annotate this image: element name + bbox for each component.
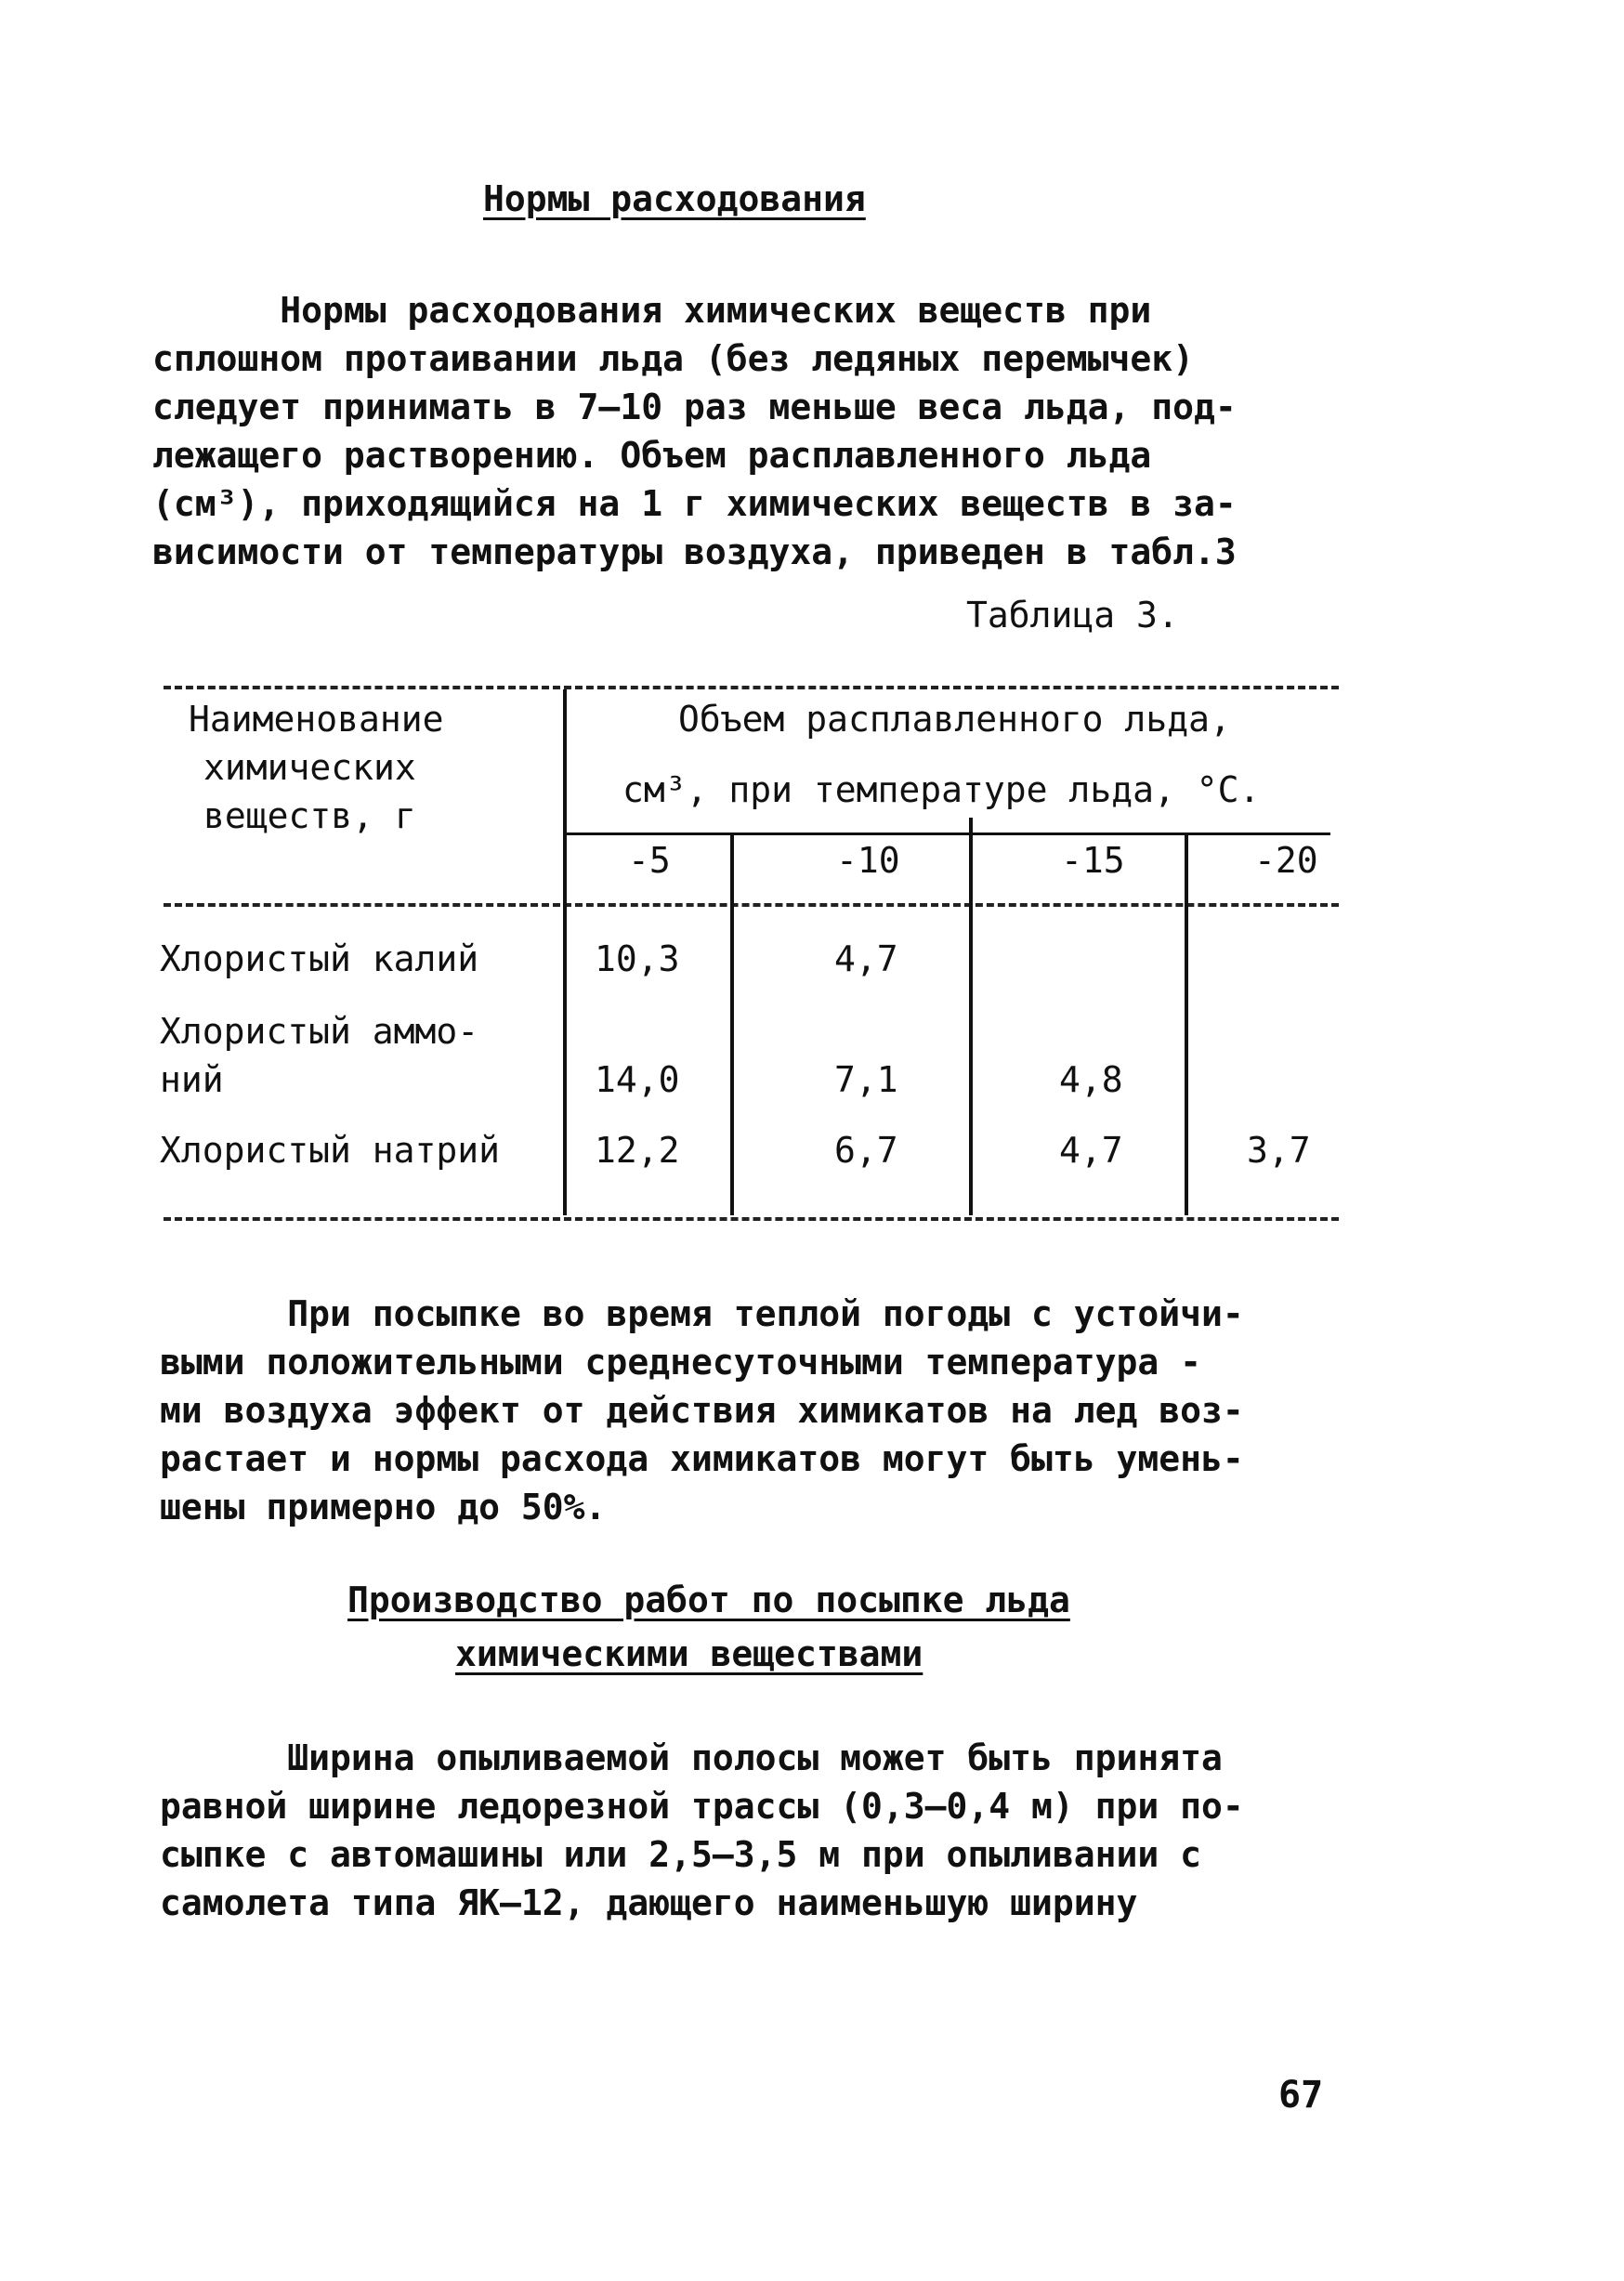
table-divider (730, 834, 734, 1215)
text-line: лежащего растворению. Объем расплавленного льда (152, 435, 1152, 476)
table-divider (969, 818, 973, 1215)
text-line: самолета типа ЯК–12, дающего наименьшую ширину (160, 1882, 1138, 1923)
table-divider (1185, 834, 1188, 1215)
table-caption: Таблица 3. (966, 595, 1179, 636)
text-line: сыпке с автомашины или 2,5–3,5 м при опыливании с (160, 1834, 1202, 1875)
table-divider (563, 689, 567, 1215)
text-line: шены примерно до 50%. (160, 1487, 607, 1527)
volume-header-line: см³, при температуре льда, °С. (622, 769, 1261, 810)
row-name: ний (160, 1059, 224, 1100)
row-value: 3,7 (1247, 1130, 1311, 1171)
text-line: равной ширине ледорезной трассы (0,3–0,4 м) при по- (160, 1786, 1244, 1827)
row-value: 10,3 (595, 938, 680, 979)
name-column-header (189, 695, 444, 840)
table-top-rule (164, 686, 1339, 689)
text-line: ми воздуха эффект от действия химикатов на лед воз- (160, 1390, 1244, 1431)
text-line: Нормы расходования химических веществ при (152, 290, 1152, 331)
row-value: 6,7 (834, 1130, 898, 1171)
row-value: 12,2 (595, 1130, 680, 1171)
text-line: растает и нормы расхода химикатов могут быть умень- (160, 1438, 1244, 1479)
header-line: Наименование (189, 699, 444, 740)
header-line: веществ, г (203, 795, 416, 836)
text-line: выми положительными среднесуточными температура - (160, 1342, 1202, 1383)
table-header-rule (164, 903, 1339, 907)
temperature-header: -10 (836, 840, 900, 881)
temperature-header-rule (567, 832, 1330, 835)
row-value: 4,7 (834, 938, 898, 979)
row-value: 4,8 (1059, 1059, 1123, 1100)
text-line: Ширина опыливаемой полосы может быть принята (160, 1737, 1223, 1778)
text-line: висимости от температуры воздуха, приведен в табл.3 (152, 531, 1237, 572)
temperature-header: -5 (628, 840, 671, 881)
volume-header-line: Объем расплавленного льда, (678, 699, 1231, 740)
text-line: сплошном протаивании льда (без ледяных перемычек) (152, 338, 1195, 379)
page-number: 67 (1278, 2074, 1324, 2117)
temperature-header: -20 (1254, 840, 1318, 881)
section-heading-production: Производство работ по посыпке льда (347, 1580, 1070, 1620)
row-name: Хлористый аммо- (160, 1011, 479, 1052)
row-value: 7,1 (834, 1059, 898, 1100)
section-heading-norms: Нормы расходования (483, 178, 866, 219)
row-value: 4,7 (1059, 1130, 1123, 1171)
text-line: следует принимать в 7–10 раз меньше веса льда, под- (152, 387, 1237, 427)
temperature-header: -15 (1061, 840, 1125, 881)
row-name: Хлористый калий (160, 938, 479, 979)
row-value: 14,0 (595, 1059, 680, 1100)
row-name: Хлористый натрий (160, 1130, 501, 1171)
section-heading-production-cont: химическими веществами (455, 1633, 923, 1674)
text-line: (см³), приходящийся на 1 г химических веществ в за- (152, 483, 1237, 524)
header-line: химических (203, 747, 416, 788)
table-bottom-rule (164, 1217, 1339, 1221)
text-line: При посыпке во время теплой погоды с устойчи- (160, 1293, 1244, 1334)
